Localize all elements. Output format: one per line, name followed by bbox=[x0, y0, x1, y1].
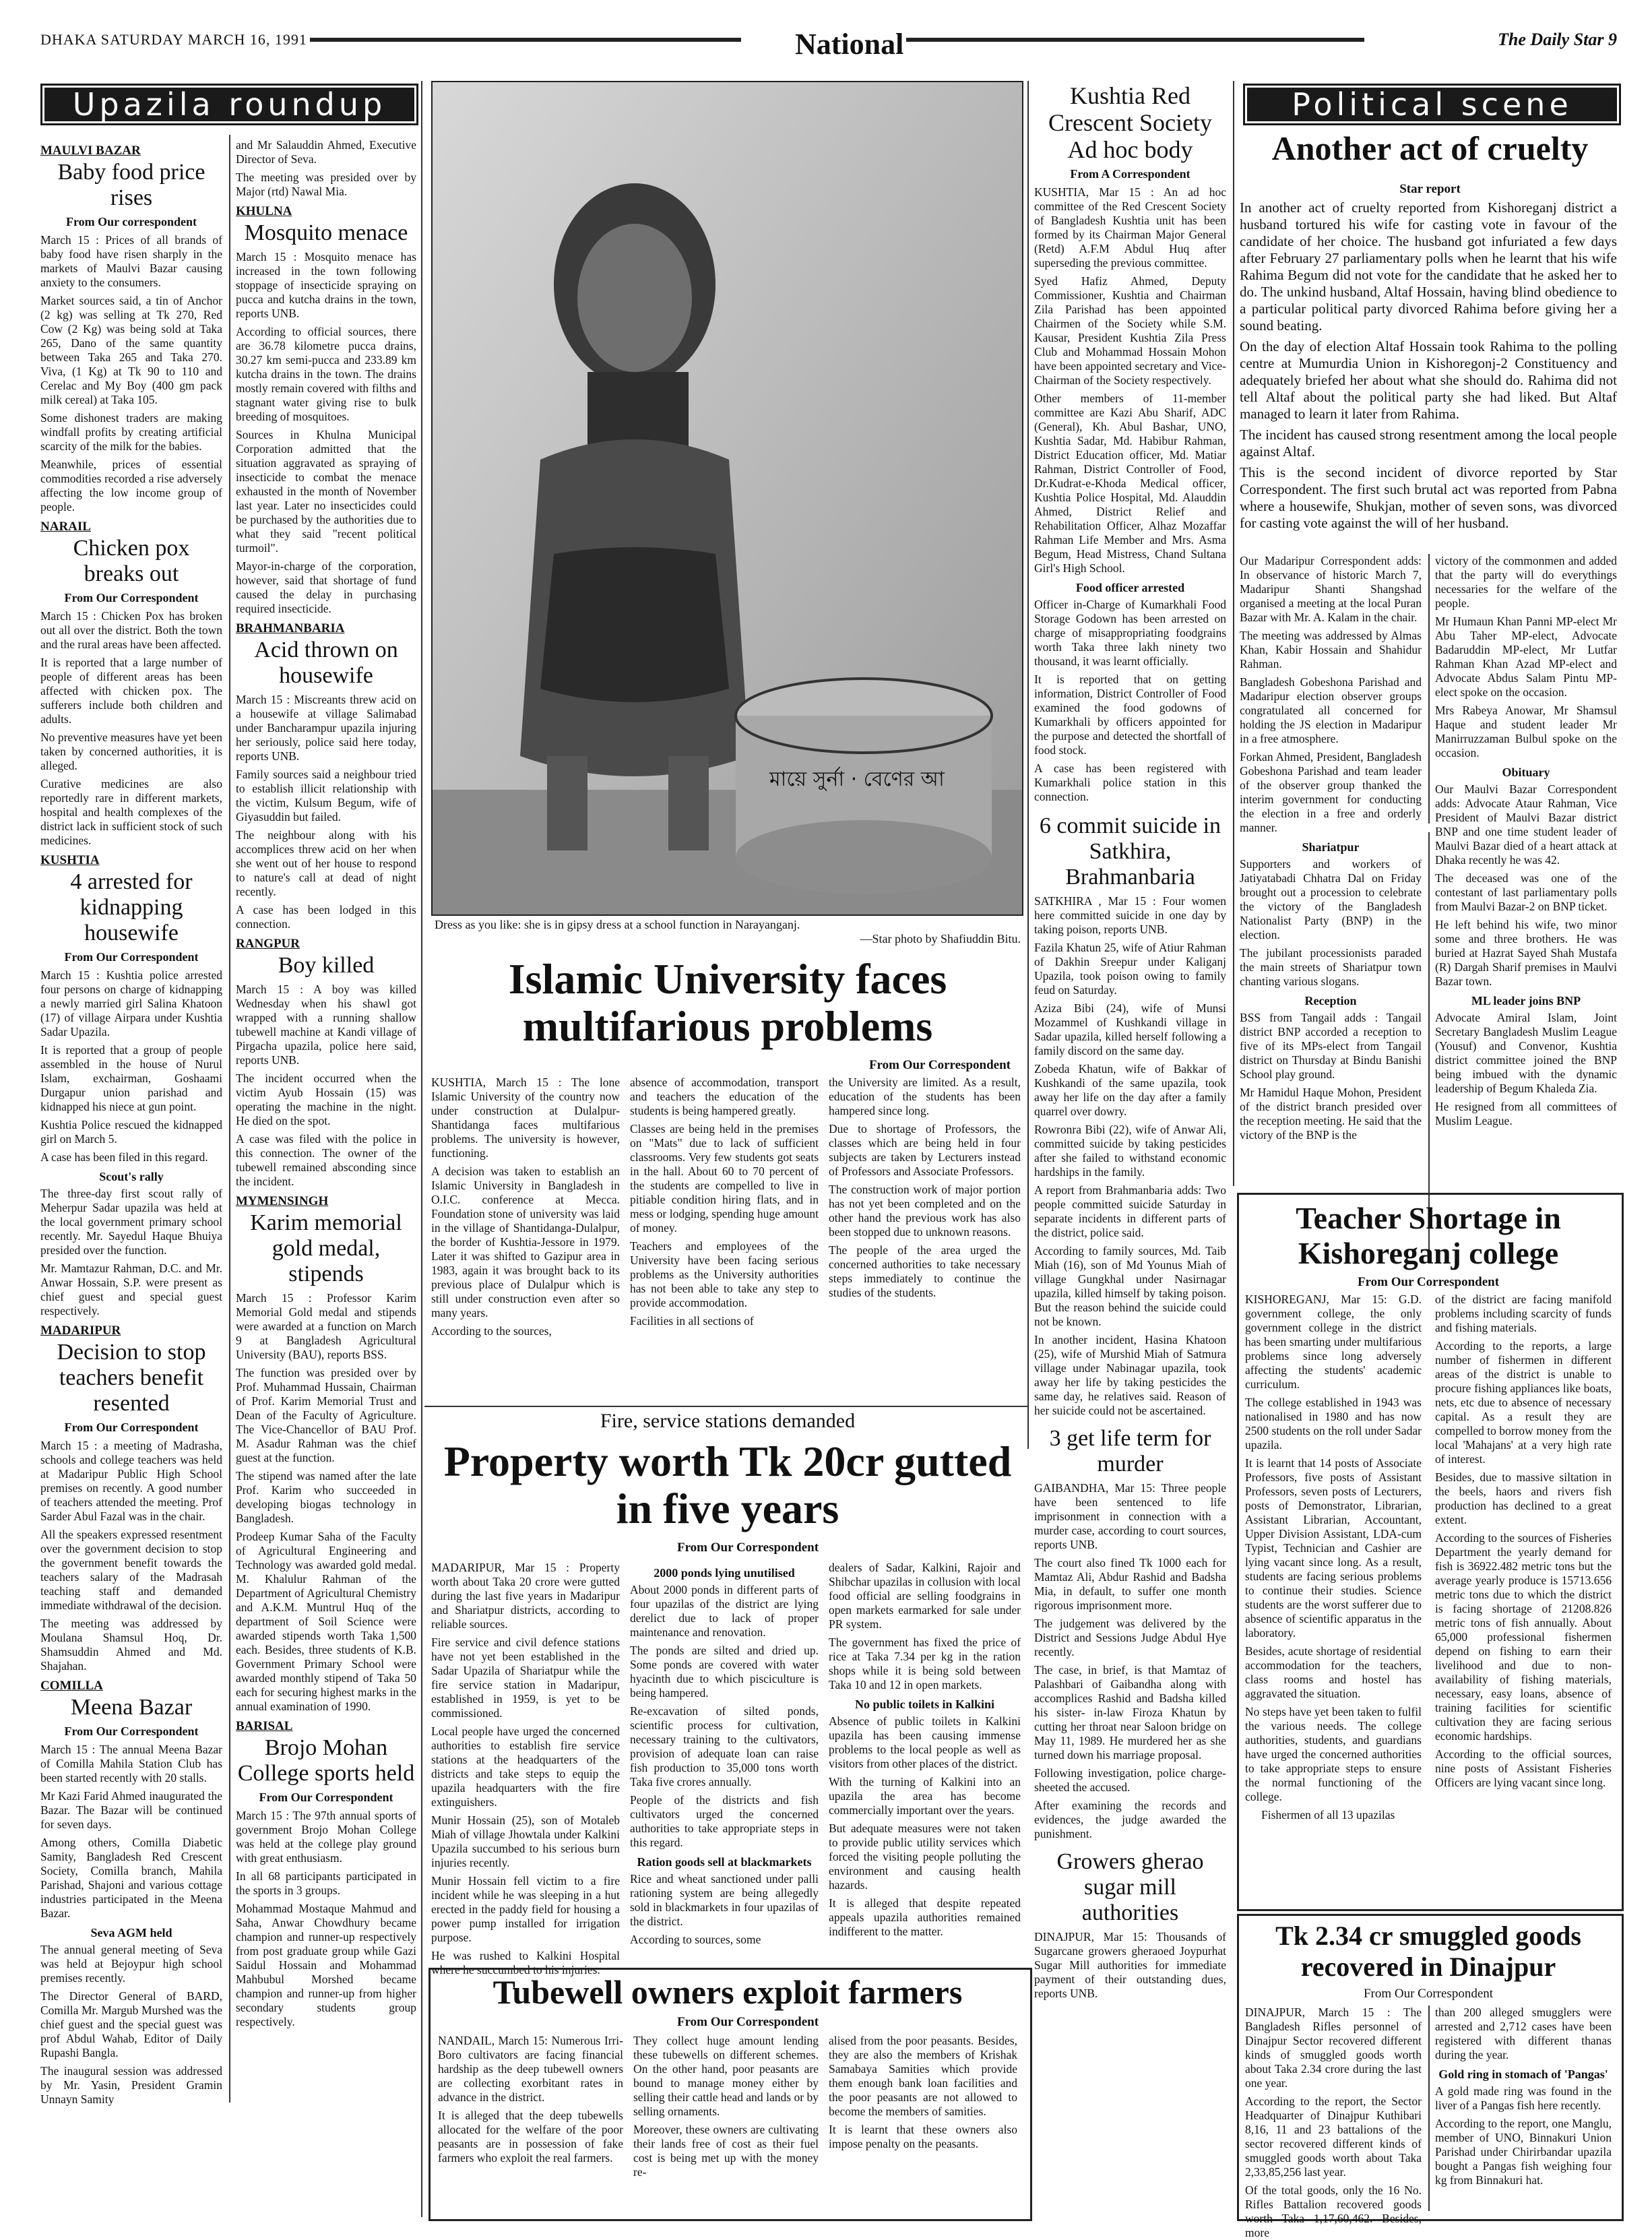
paragraph: alised from the poor peasants. Besides, they are also the members of Krishak Samabaya Samities which provide them enough bank loan facilities and the poor peasants are not allowed to become the members of samities. bbox=[829, 2034, 1017, 2118]
paragraph: Re-excavation of silted ponds, scientific process for cultivation, necessary training to the cultivators, provision of adequate loan can raise fish production to 35,000 tons worth Taka five crores annually. bbox=[630, 1704, 819, 1788]
political-col-1: Our Madaripur Correspondent adds: In observance of historic March 7, Madaripur Shanti Shangshad organised a meeting at the local Puran Bazar with Mr. A. Kalam in the chair. The meeting was addressed by Almas Khan, Kabir Hossain and Shahidur Rahman. Bangladesh Gobeshona Parishad and Madaripur election observer groups congratulated all concerned for holding the JS election in Madaripur in a free atmosphere. Forkan Ahmed, President, Bangladesh Gobeshona Parishad and team leader of the observer group thanked the interim government for conducting the election in a free and orderly manner. Shariatpur Supporters and workers of Jatiyatabadi Chhatra Dal on Friday brought out a procession to celebrate the victory of the Bangladesh Nationalist Party (BNP) in the election. The jubilant processionists paraded the main streets of Shariatpur town chanting various slogans. Reception BSS from Tangail adds : Tangail district BNP accorded a reception to five of its MPs-elect from Tangail district on Thursday at Bindu Banishi School play ground. Mr Hamidul Haque Mohon, President of the district branch presided over the reception meeting. He said that the victory of the BNP is the bbox=[1240, 554, 1422, 1142]
paragraph: MADARIPUR, Mar 15 : Property worth about Taka 20 crore were gutted during the last five years in Madaripur and Shariatpur districts, according to reliable sources. bbox=[431, 1561, 620, 1631]
paragraph: Prodeep Kumar Saha of the Faculty of Agricultural Engineering and Technology was awarded gold medal. M. Khalulur Rahman of the Department of Agricultural Chemistry and A.K.M. Muntrul Huq of the department of Soil Science were awarded stipends worth Taka 1,500 each. Besides, three students of K.B. Government Primary School were awarded monthly stipend of Taka 50 each for securing highest marks in the annual examination of 1990. bbox=[236, 1530, 416, 1713]
drum-sign: মায়ে সুর্না · বেণের আ bbox=[769, 768, 945, 791]
paragraph: The people of the area urged the concerned authorities to take necessary steps immediately to continue the studies of the students. bbox=[829, 1243, 1021, 1299]
paragraph: Among others, Comilla Diabetic Samity, Bangladesh Red Crescent Society, Comilla branch, Mahila Parishad, Shajoni and various cottage industries participated in the Meena Bazar. bbox=[40, 1836, 222, 1920]
political-lead bbox=[1240, 199, 1617, 550]
paragraph: According to the sources, bbox=[431, 1324, 552, 1338]
story-life-term: 3 get life term for murder GAIBANDHA, Mar 15: Three people have been sentenced to life imprisonment in connection with a murder case, according to court sources, reports UNB. The court also fined Tk 1000 each for Mamtaz Ali, Abdur Rashid and Badsha Mia, in default, to suffer one month rigorous imprisonment more. The judgement was delivered by the District and Sessions Judge Abdul Hye recently. The case, in brief, is that Mamtaz of Palashbari of Gaibandha along with accomplices Rashid and Badsha killed his sister- in-law Firoza Khatun by cutting her throat near Saloon bridge on May 11, 1989. He murdered her as she turned down his marriage proposal. Following investigation, police charge-sheeted the accused. After examining the records and evidences, the judge awarded the punishment. bbox=[1034, 1426, 1226, 1840]
paragraph: A decision was taken to establish an Islamic University in Bangladesh in O.I.C. conference at Mecca. Foundation stone of university was laid in the village of Shantidanga-Dulalpur, the border of Kushtia-Jessore in 1979. Later it was shifted to Gazipur area in 1983, again it was brought back to its previous place of Dulalpur which is still under construction even after so many years. bbox=[431, 1164, 620, 1319]
paragraph: Bangladesh Gobeshona Parishad and Madaripur election observer groups congratulated all concerned for holding the JS election in Madaripur in a free atmosphere. bbox=[1240, 675, 1422, 745]
upazila-roundup-band: Upazila roundup bbox=[40, 84, 418, 125]
paragraph: A report from Brahmanbaria adds: Two people committed suicide Saturday in separate incidents in different parts of the district, police said. bbox=[1034, 1183, 1226, 1239]
masthead bbox=[40, 27, 1617, 61]
paragraph: Forkan Ahmed, President, Bangladesh Gobeshona Parishad and team leader of the observer group thanked the interim government for conducting the election in a free and orderly manner. bbox=[1240, 750, 1422, 834]
political-byline: Star report bbox=[1399, 182, 1461, 196]
upazila-col-2 bbox=[236, 138, 416, 2220]
paragraph: KUSHTIA, Mar 15 : An ad hoc committee of the Red Crescent Society of Bangladesh Kushtia unit has been formed by its Chairman Major General (Retd) A.F.M Abdul Huq after superseding the previous committee. bbox=[1034, 185, 1226, 270]
paragraph: Of the total goods, only the 16 No. Rifles Battalion recovered goods worth Taka 1,17,60,462. Besides, more bbox=[1245, 2183, 1422, 2239]
story-narail: NARAIL Chicken pox breaks out From Our Correspondent March 15 : Chicken Pox has broken out all over the district. Both the town and the rural areas have been affected. It is reported that a large number of people of different areas has been affected with chicken pox. The sufferers include both children and adults. No preventive measures have yet been taken by concerned authorities, it is alleged. Curative medicines are also reportedly rare in different markets, hospital and health complexes of the district lack in sufficient stock of such medicines. bbox=[40, 520, 222, 847]
paragraph: The case, in brief, is that Mamtaz of Palashbari of Gaibandha along with accomplices Rashid and Badsha killed his sister- in-law Firoza Khatun by cutting her throat near Saloon bridge on May 11, 1989. He murdered her as she turned down his marriage proposal. bbox=[1034, 1663, 1226, 1762]
paragraph: dealers of Sadar, Kalkini, Rajoir and Shibchar upazilas in collusion with local food official are selling foodgrains in open markets earmarked for sale under PR system. bbox=[829, 1561, 1021, 1631]
smuggled-headline: Tk 2.34 cr smuggled goods recovered in Dinajpur bbox=[1275, 1921, 1581, 1982]
paragraph: The three-day first scout rally of Meherpur Sadar upazila was held at the local government primary school recently. Mr. Sayedul Haque Bhuiya presided over the function. bbox=[40, 1187, 222, 1257]
paragraph: Besides, due to massive siltation in the beels, haors and rivers fish production has declined to a great extent. bbox=[1435, 1470, 1612, 1526]
paragraph: Mr. Mamtazur Rahman, D.C. and Mr. Anwar Hossain, S.P. were present as chief guest and special guest respectively. bbox=[40, 1262, 222, 1317]
political-headline: Another act of cruelty bbox=[1271, 129, 1589, 167]
tubewell-headline: Tubewell owners exploit farmers bbox=[493, 1973, 963, 2011]
smuggled-byline: From Our Correspondent bbox=[1363, 1987, 1494, 2001]
paragraph: The annual general meeting of Seva was held at Bejoypur high school premises recently. bbox=[40, 1943, 222, 1985]
story-barisal: BARISAL Brojo Mohan College sports held From Our Correspondent March 15 : The 97th annual sports of government Brojo Mohan College was held at the college play ground with great enthusiasm. In all 68 participants participated in the sports in 3 groups. Mohammad Mostaque Mahmud and Saha, Anwar Chowdhury became champion and runner-up respectively from post graduate group while Gazi Saidul Hossain and Mohammad Mahbubul Morshed became champion and runner-up from higher secondary students group respectively. bbox=[236, 1719, 416, 2028]
paragraph: Mrs Rabeya Anowar, Mr Shamsul Haque and student leader Mr Manirruzzaman Bulbul spoke on the occasion. bbox=[1435, 704, 1617, 759]
paragraph: The function was presided over by Prof. Muhammad Hussain, Chairman of Prof. Karim Memorial Trust and Dean of the Faculty of Agriculture. The Vice-Chancellor of BAU Prof. M. Asadur Rahman was the chief guest at the function. bbox=[236, 1366, 416, 1464]
paragraph: It is reported that on getting information, District Controller of Food examined the food godowns of Kumarkhali by officers appointed for the purpose and detected the shortfall of food stock. bbox=[1034, 673, 1226, 757]
smuggled-col-1 bbox=[1245, 2005, 1422, 2239]
paragraph: March 15 : Mosquito menace has increased in the town following stoppage of insecticide spraying on pucca and kutcha drains in the town, reports UNB. bbox=[236, 250, 416, 320]
paragraph: The college established in 1943 was nationalised in 1980 and has now 2500 students on the roll under Sadar upazila. bbox=[1245, 1396, 1422, 1452]
paragraph: The neighbour along with his accomplices threw acid on her when she went out of her house to respond to nature's call at dead of night recently. bbox=[236, 828, 416, 898]
story-red-crescent: Kushtia Red Crescent Society Ad hoc body From A Correspondent KUSHTIA, Mar 15 : An ad hoc committee of the Red Crescent Society of Bangladesh Kushtia unit has been formed by its Chairman Major General (Retd) A.F.M Abdul Huq after superseding the previous committee. Syed Hafiz Ahmed, Deputy Commissioner, Kushtia and Chairman Zila Parishad has been appointed Chairmen of the Society while S.M. Kausar, President Kushtia Zila Press Club and Mohammad Hossain Mohon have been appointed secretary and Vice-Chairman of the Society respectively. Other members of 11-member committee are Kazi Abu Sharif, ADC (General), Kh. Abul Bashar, UNO, Kushtia Sadar, Md. Habibur Rahman, District Education officer, Md. Matiar Rahman, District Controller of Food, Dr.Kudrat-e-Khoda Medical officer, Kushtia Police Hospital, Md. Alauddin Ahmed, District Relief and Rehabilitation Officer, Alhaz Mozaffar Rahman Life Member and Mrs. Asma Begum, Head Mistress, Chand Sultana Girl's High School. Food officer arrested Officer in-Charge of Kumarkhali Food Storage Godown has been arrested on charge of misappropriating foodgrains worth Taka three lakh ninety two thousand, it was learnt officially. It is reported that on getting information, District Controller of Food examined the food godowns of Kumarkhali by officers appointed for the purpose and detected the shortfall of food stock. A case has been registered with Kumarkhali police station in this connection. bbox=[1034, 82, 1226, 803]
paragraph: DINAJPUR, March 15 : The Bangladesh Rifles personnel of Dinajpur Sector recovered different kinds of smuggled goods worth about Taka 2.34 crore during the last one year. bbox=[1245, 2005, 1422, 2090]
story-maulvibazar: MAULVI BAZAR Baby food price rises From Our correspondent March 15 : Prices of all brands of baby food have risen sharply in the markets of Maulvi Bazar causing anxiety to the consumers. Market sources said, a tin of Anchor (2 kg) was selling at Tk 270, Red Cow (2 Kg) was being sold at Taka 265, Dano of the same quantity between Taka 265 and Taka 270. Viva, (1 Kg) at Tk 90 to 110 and Cerelac and My Boy (400 gm pack milk cereal) at Taka 105. Some dishonest traders are making windfall profits by creating artificial scarcity of the milk for the babies. Meanwhile, prices of essential commodities recorded a rise adversely affecting the low income group of people. bbox=[40, 144, 222, 514]
story-suicide: 6 commit suicide in Satkhira, Brahmanbaria SATKHIRA , Mar 15 : Four women here committed suicide in one day by taking poison, reports UNB. Fazila Khatun 25, wife of Atiur Rahman of Dakhin Sreepur under Kaliganj Upazila, took poison owing to family feud on Saturday. Aziza Bibi (24), wife of Munsi Mozammel of Kushkandi village in Sadar upazila, killed herself following a family discord on the same day. Zobeda Khatun, wife of Bakkar of Kushkandi of the same upazila, took away her life on the day after a family quarrel over dowry. Rowronra Bibi (22), wife of Anwar Ali, committed suicide by taking pesticides after she failed to withstand economic hardships in the family. A report from Brahmanbaria adds: Two people committed suicide Saturday in separate incidents in different parts of the district, police said. According to family sources, Md. Taib Miah (16), son of Md Younus Miah of village Gungkhal under Nasirnagar upazila, killed himself by taking poison. But the reason behind the suicide could not be known. In another incident, Hasina Khatoon (25), wife of Murshid Miah of Satmura village under Nabinagar upazila, took away her life by taking pesticides the same day, he relatives said. Reason of her suicide could not be ascertained. bbox=[1034, 813, 1226, 1417]
paragraph: Family sources said a neighbour tried to establish illicit relationship with the victim, Kulsum Begum, wife of Giyasuddin but failed. bbox=[236, 768, 416, 823]
paragraph: GAIBANDHA, Mar 15: Three people have been sentenced to life imprisonment in connection with a murder case, according to court sources, reports UNB. bbox=[1034, 1481, 1226, 1551]
paragraph: The construction work of major portion has not yet been completed and on the other hand the previous work has also been stopped due to unknown reasons. bbox=[829, 1183, 1021, 1239]
paragraph: Fishermen of all 13 upazilas bbox=[1261, 1808, 1395, 1822]
story-mymensingh: MYMENSINGH Karim memorial gold medal, stipends March 15 : Professor Karim Memorial Gold medal and stipends were awarded at a function on March 9 at Bangladesh Agricultural University (BAU), reports BSS. The function was presided over by Prof. Muhammad Hussain, Chairman of Prof. Karim Memorial Trust and Dean of the Faculty of Agriculture. The Vice-Chancellor of BAU Prof. M. Asadur Rahman was the chief guest at the function. The stipend was named after the late Prof. Karim who succeeded in developing biogas technology in Bangladesh. Prodeep Kumar Saha of the Faculty of Agricultural Engineering and Technology was awarded gold medal. M. Khalulur Rahman of the Department of Agricultural Chemistry and A.K.M. Muntrul Huq of the department of Soil Science were awarded stipends worth Taka 1,500 each. Besides, three students of K.B. Government Primary School were awarded monthly stipend of Taka 50 each for securing highest marks in the annual examination of 1990. bbox=[236, 1194, 416, 1713]
paragraph: But adequate measures were not taken to provide public utility services which forced the visiting people polluting the environment and causing health hazards. bbox=[829, 1822, 1021, 1892]
political-col-2: victory of the commonmen and added that the party will do everythings necessaries for the welfare of the people. Mr Humaun Khan Panni MP-elect Mr Abu Taher MP-elect, Advocate Badaruddin MP-elect, Mr Lutfar Rahman Khan Azad MP-elect and Advocate Abdus Salam Pintu MP-elect spoke on the occasion. Mrs Rabeya Anowar, Mr Shamsul Haque and student leader Mr Manirruzzaman Bulbul spoke on the occasion. Obituary Our Maulvi Bazar Correspondent adds: Advocate Ataur Rahman, Vice President of Maulvi Bazar district BNP and one time student leader of Maulvi Bazar died of a heart attack at Dhaka recently he was 42. The deceased was one of the contestant of last parliamentary polls from Maulvi Bazar-2 on BNP ticket. He left behind his wife, two minor some and three brothers. He was buried at Hazrat Sayed Shah Mustafa (R) Dargah Sharif premises in Maulvi Bazar town. ML leader joins BNP Advocate Amiral Islam, Joint Secretary Bangladesh Muslim League (Yousuf) and Convenor, Kushtia district committee joined the BNP being imbued with the dynamic leadership of Begum Khaleda Zia. He resigned from all committees of Muslim League. bbox=[1435, 554, 1617, 1127]
paper-name: The Daily Star 9 bbox=[1498, 30, 1617, 49]
divider bbox=[421, 81, 422, 2217]
paragraph: The meeting was presided over by Major (rtd) Nawal Mia. bbox=[236, 170, 416, 198]
paragraph: Fire service and civil defence stations have not yet been established in the Sadar Upazila of Shariatpur while the fire service station in Madaripur, established in 1959, is yet to be commissioned. bbox=[431, 1636, 620, 1720]
paragraph: March 15 : Chicken Pox has broken out all over the district. Both the town and the rural areas have been affected. bbox=[40, 609, 222, 651]
paragraph: This is the second incident of divorce reported by Star Correspondent. The first such brutal act was reported from Pabna where a housewife, Shukjan, mother of seven sons, was divorced for casting vote against the will of her husband. bbox=[1240, 464, 1617, 531]
paragraph: He resigned from all committees of Muslim League. bbox=[1435, 1100, 1617, 1127]
property-col-1 bbox=[431, 1561, 620, 1977]
teacher-headline: Teacher Shortage in Kishoreganj college bbox=[1296, 1201, 1561, 1270]
paragraph: According to the reports, a large number of fishermen in different areas of the district is unable to procure fishing appliances like boats, nets, etc due to absence of necessary capital. As a result they are compelled to borrow money from the local 'Mahajans' at a very high rate of interest. bbox=[1435, 1339, 1612, 1466]
paragraph: According to the report, one Manglu, member of UNO, Binnakuri Union Parishad under Chirirbandar upazila bought a Pangas fish weighing four kg from Binnakuri hat. bbox=[1435, 2117, 1612, 2187]
story-rangpur: RANGPUR Boy killed March 15 : A boy was killed Wednesday when his shawl got wrapped with a running shallow tubewell machine at Kandi village of Pirgacha upazila, police here said, reports UNB. The incident occurred when the victim Ayub Hossain (15) was operating the machine in the night. He died on the spot. A case was filed with the police in this connection. The owner of the tubewell remained absconding since the incident. bbox=[236, 937, 416, 1188]
paragraph: Kushtia Police rescued the kidnapped girl on March 5. bbox=[40, 1118, 222, 1146]
paragraph: In all 68 participants participated in the sports in 3 groups. bbox=[236, 1869, 416, 1897]
paragraph: They collect huge amount lending these tubewells on different schemes. On the other hand, poor peasants are bound to manage money either by selling their cattle head and lands or by selling ornaments. bbox=[633, 2034, 819, 2118]
story-khulna: KHULNA Mosquito menace March 15 : Mosquito menace has increased in the town following stoppage of insecticide spraying on pucca and kutcha drains in the town, reports UNB. According to official sources, there are 36.78 kilometre pucca drains, 30.27 km semi-pucca and 233.89 km kutcha drains in the town. The drains mostly remain covered with filths and stagnant water giving rise to bulk breeding of mosquitoes. Sources in Khulna Municipal Corporation admitted that the situation aggravated as spraying of insecticide to combat the menace exhausted in the month of November last year. Later no insecticides could be purchased by the authorities due to what they said "recent political turmoil". Mayor-in-charge of the corporation, however, said that shortage of fund caused the delay in purchasing required insecticide. bbox=[236, 204, 416, 615]
islamic-university-byline: From Our Correspondent bbox=[868, 1058, 1011, 1072]
paragraph: Curative medicines are also reportedly rare in different markets, hospital and health complexes of the district lack in sufficient stock of such medicines. bbox=[40, 777, 222, 847]
right-news-column bbox=[1034, 81, 1226, 2220]
tubewell-col-2 bbox=[633, 2034, 819, 2212]
paragraph: Due to shortage of Professors, the classes which are being held in four subjects are taken by Lecturers instead of Professors and Associate Professors. bbox=[829, 1122, 1021, 1178]
property-col-2: 2000 ponds lying unutilised About 2000 ponds in different parts of four upazilas of the district are lying derelict due to lack of proper maintenance and renovation. The ponds are silted and dried up. Some ponds are covered with water hyacinth due to which pisciculture is being hampered. Re-excavation of silted ponds, scientific process for cultivation, necessary training to the cultivators, provision of adequate loan can raise fish production to 35,000 tons worth Taka five crores annually. People of the districts and fish cultivators urged the concerned authorities to take appropriate steps in this regard. Ration goods sell at blackmarkets Rice and wheat sanctioned under palli rationing system are being allegedly sold in blackmarkets in four upazilas of the district. According to sources, some bbox=[630, 1566, 819, 1946]
paragraph: Munir Hossain (25), son of Motaleb Miah of village Jhowtala under Kalkini Upazila succumbed to his serious burn injuries recently. bbox=[431, 1813, 620, 1869]
divider bbox=[1428, 832, 1430, 1250]
paragraph: Munir Hossain fell victim to a fire incident while he was sleeping in a hut erected in the paddy field for housing a power pump installed for irrigation purpose. bbox=[431, 1874, 620, 1944]
divider bbox=[1428, 2005, 1430, 2211]
paragraph: the University are limited. As a result, education of the students has been hampered since long. bbox=[829, 1076, 1021, 1117]
islamic-col-1 bbox=[431, 1076, 620, 1399]
paragraph: Mayor-in-charge of the corporation, however, said that shortage of fund caused the delay in purchasing required insecticide. bbox=[236, 559, 416, 615]
paragraph: The jubilant processionists paraded the main streets of Shariatpur town chanting various slogans. bbox=[1240, 946, 1422, 988]
paragraph: Rowronra Bibi (22), wife of Anwar Ali, committed suicide by taking pesticides after she failed to withstand economic hardships in the family. bbox=[1034, 1123, 1226, 1179]
paragraph: A case has been filed in this regard. bbox=[40, 1150, 208, 1164]
paragraph: than 200 alleged smugglers were arrested and 2,712 cases have been registered with different thanas during the year. bbox=[1435, 2005, 1612, 2061]
paragraph: Moreover, these owners are cultivating their lands free of cost as their fuel cost is being met up with the money re- bbox=[633, 2123, 819, 2179]
paragraph: Syed Hafiz Ahmed, Deputy Commissioner, Kushtia and Chairman Zila Parishad has been appointed Chairmen of the Society while S.M. Kausar, President Kushtia Zila Press Club and Mohammad Hossain Mohon have been appointed secretary and Vice-Chairman of the Society respectively. bbox=[1034, 274, 1226, 387]
islamic-col-2 bbox=[630, 1076, 819, 1399]
paragraph: According to official sources, there are 36.78 kilometre pucca drains, 30.27 km semi-pucca and 233.89 km kutcha drains in the town. The drains mostly remain covered with filths and stagnant water giving rise to bulk breeding of mosquitoes. bbox=[236, 325, 416, 423]
photo-caption: Dress as you like: she is in gipsy dress at a school function in Narayanganj. —Star photo by Shafiuddin Bitu. bbox=[435, 918, 1021, 945]
paragraph: Meanwhile, prices of essential commodities recorded a rise adversely affecting the low income group of people. bbox=[40, 458, 222, 514]
paragraph: It is reported that a large number of people of different areas has been affected with chicken pox. The sufferers include both children and adults. bbox=[40, 656, 222, 726]
paragraph: All the speakers expressed resentment over the government decision to stop the government benefit towards the teachers salary of the Madrasah teaching staff and demanded immediate withdrawal of the decision. bbox=[40, 1528, 222, 1612]
paragraph: Market sources said, a tin of Anchor (2 kg) was selling at Tk 270, Red Cow (2 Kg) was being sold at Taka 265, Dano of the same quantity between Taka 265 and Taka 270. Viva, (1 Kg) at Tk 90 to 110 and Cerelac and My Boy (400 gm pack milk cereal) at Taka 105. bbox=[40, 294, 222, 406]
paragraph: No steps have yet been taken to fulfil the various needs. The college authorities, students, and guardians have urged the concerned authorities to take appropriate steps to ensure the normal functioning of the college. bbox=[1245, 1705, 1422, 1803]
paragraph: According to the sources of Fisheries Department the yearly demand for fish is 36922.482 metric tons but the average yearly produce is 15713.656 metric tons due to which the district is facing shortage of 21208.826 metric tons of fish annually. About 65,000 professional fishermen depend on fishing to earn their livelihood and due to non-availability of fishing materials, necessary, easy loans, absence of training facilities for scientific cultivation they are facing serious economic hardships. bbox=[1435, 1531, 1612, 1743]
paragraph: Mr Humaun Khan Panni MP-elect Mr Abu Taher MP-elect, Advocate Badaruddin MP-elect, Mr Lutfar Rahman Khan Azad MP-elect and Advocate Abdus Salam Pintu MP-elect spoke on the occasion. bbox=[1435, 615, 1617, 699]
paragraph: SATKHIRA , Mar 15 : Four women here committed suicide in one day by taking poison, reports UNB. bbox=[1034, 894, 1226, 936]
paragraph: According to family sources, Md. Taib Miah (16), son of Md Younus Miah of village Gungkhal under Nasirnagar upazila, killed himself by taking poison. But the reason behind the suicide could not be known. bbox=[1034, 1244, 1226, 1328]
upazila-col-1 bbox=[40, 138, 222, 2220]
paragraph: NANDAIL, March 15: Numerous Irri-Boro cultivators are facing financial hardship as the deep tubewell owners are collecting exorbitant rates in advance in the district. bbox=[438, 2034, 623, 2104]
paragraph: Our Maulvi Bazar Correspondent adds: Advocate Ataur Rahman, Vice President of Maulvi Bazar district BNP and one time student leader of Maulvi Bazar died of a heart attack at Dhaka recently he was 42. bbox=[1435, 782, 1617, 867]
paragraph: People of the districts and fish cultivators urged the concerned authorities to take appropriate steps in this regard. bbox=[630, 1793, 819, 1849]
paragraph: March 15 : Professor Karim Memorial Gold medal and stipends were awarded at a function on March 9 at Bangladesh Agricultural University (BAU), reports BSS. bbox=[236, 1291, 416, 1361]
paragraph: Sources in Khulna Municipal Corporation admitted that the situation aggravated as spraying of insecticide to combat the menace exhausted in the month of November last year. Later no insecticides could be purchased by the authorities due to what they said "recent political turmoil". bbox=[236, 428, 416, 555]
story-brahmanbaria: BRAHMANBARIA Acid thrown on housewife March 15 : Miscreants threw acid on a housewife at village Salimabad under Bancharampur upazila injuring her seriously, police said here today, reports UNB. Family sources said a neighbour tried to establish illicit relationship with the victim, Kulsum Begum, wife of Giyasuddin but failed. The neighbour along with his accomplices threw acid on her when she went out of her house to respond to nature's call at dead of night recently. A case has been lodged in this connection. bbox=[236, 621, 416, 931]
paragraph: The ponds are silted and dried up. Some ponds are covered with water hyacinth due to which pisciculture is being hampered. bbox=[630, 1644, 819, 1700]
paragraph: March 15 : The annual Meena Bazar of Comilla Mahila Station Club has been started recently with 20 stalls. bbox=[40, 1743, 222, 1784]
paragraph: KUSHTIA, March 15 : The lone Islamic University of the country now under construction at Dulalpur-Shantidanga faces multifarious problems. The university is however, functioning. bbox=[431, 1076, 620, 1160]
teacher-col-1 bbox=[1245, 1293, 1422, 1902]
paragraph: The meeting was addressed by Moulana Shamsul Hoq, Dr. Shamsuddin Ahmed and Md. Shajahan. bbox=[40, 1617, 222, 1673]
paragraph: The inaugural session was addressed by Mr. Yasin, President Gramin Unnayn Samity bbox=[40, 2064, 222, 2106]
paragraph: Teachers and employees of the University have been facing serious problems as the University authorities has not been able to take any step to provide accommodation. bbox=[630, 1239, 819, 1309]
paragraph: Rice and wheat sanctioned under palli rationing system are being allegedly sold in blackmarkets in four upazilas of the district. bbox=[630, 1872, 819, 1928]
islamic-col-3 bbox=[829, 1076, 1021, 1399]
paragraph: No preventive measures have yet been taken by concerned authorities, it is alleged. bbox=[40, 730, 222, 772]
paragraph: Mohammad Mostaque Mahmud and Saha, Anwar Chowdhury became champion and runner-up respectively from post graduate group while Gazi Saidul Hossain and Mohammad Mahbubul Morshed became champion and runner-up from higher secondary students group respectively. bbox=[236, 1902, 416, 2028]
masthead-rule-left bbox=[310, 38, 741, 42]
paragraph: A case was filed with the police in this connection. The owner of the tubewell remained absconding since the incident. bbox=[236, 1132, 416, 1188]
paragraph: The deceased was one of the contestant of last parliamentary polls from Maulvi Bazar-2 on BNP ticket. bbox=[1435, 871, 1617, 913]
smuggled-col-2: than 200 alleged smugglers were arrested and 2,712 cases have been registered with different thanas during the year. Gold ring in stomach of 'Pangas' A gold made ring was found in the liver of a Pangas fish here recently. According to the report, one Manglu, member of UNO, Binnakuri Union Parishad under Chirirbandar upazila bought a Pangas fish weighing four kg from Binnakuri hat. bbox=[1435, 2005, 1612, 2187]
tubewell-byline: From Our Correspondent bbox=[676, 2015, 819, 2029]
paragraph: March 15 : Kushtia police arrested four persons on charge of kidnapping a newly married girl Salina Khatoon (17) of village Airpara under Kushtia Sadar Upazila. bbox=[40, 968, 222, 1038]
property-kicker: Fire, service stations demanded bbox=[600, 1410, 856, 1432]
divider bbox=[1428, 554, 1430, 823]
property-headline: Property worth Tk 20cr gutted in five years bbox=[443, 1437, 1012, 1532]
tubewell-col-3 bbox=[829, 2034, 1017, 2212]
paragraph: March 15 : The 97th annual sports of government Brojo Mohan College was held at the college play ground with great enthusiasm. bbox=[236, 1809, 416, 1865]
political-scene-band: Political scene bbox=[1243, 84, 1621, 125]
paragraph: The meeting was addressed by Almas Khan, Kabir Hossain and Shahidur Rahman. bbox=[1240, 629, 1422, 671]
paragraph: Aziza Bibi (24), wife of Munsi Mozammel of Kushkandi village in Sadar upazila, killed herself following a family discord on the same day. bbox=[1034, 1001, 1226, 1057]
paragraph: Mr Kazi Farid Ahmed inaugurated the Bazar. The Bazar will be continued for seven days. bbox=[40, 1789, 222, 1831]
paragraph: According to sources, some bbox=[630, 1933, 761, 1946]
paragraph: The court also fined Tk 1000 each for Mamtaz Ali, Abdur Rashid and Badsha Mia, in default, to suffer one month rigorous imprisonment more. bbox=[1034, 1556, 1226, 1612]
paragraph: Following investigation, police charge-sheeted the accused. bbox=[1034, 1766, 1226, 1794]
paragraph: In another incident, Hasina Khatoon (25), wife of Murshid Miah of Satmura village under Nabinagar upazila, took away her life by taking pesticides the same day, he relatives said. Reason of her suicide could not be ascertained. bbox=[1034, 1333, 1226, 1417]
paragraph: In another act of cruelty reported from Kishoreganj district a husband tortured his wife for casting vote in favour of the candidate of her choice. The husband got infuriated a few days after February 27 parliamentary polls when he learnt that his wife Rahima Begum did not vote for the candidate that he asked her to do. The unkind husband, Altaf Hossain, having blind obedience to a particular political party divorced Rahima before giving her a sound beating. bbox=[1240, 199, 1617, 334]
story-madaripur: MADARIPUR Decision to stop teachers benefit resented From Our Correspondent March 15 : a meeting of Madrasha, schools and college teachers was held at Madaripur Public High School premises on recently. A good number of teachers attended the meeting. Prof Sarder Abul Fazal was in the chair. All the speakers expressed resentment over the government decision to stop the government benefit towards the teachers salary of the Madrasah teaching staff and demanded immediate withdrawal of the decision. The meeting was addressed by Moulana Shamsul Hoq, Dr. Shamsuddin Ahmed and Md. Shajahan. bbox=[40, 1324, 222, 1673]
story-gherao: Growers gherao sugar mill authorities DINAJPUR, Mar 15: Thousands of Sugarcane growers gheraoed Joypurhat Sugar Mill authorities for immediate payment of their outstanding dues, reports UNB. bbox=[1034, 1849, 1226, 2000]
paragraph: Some dishonest traders are making windfall profits by creating artificial scarcity of the milk for the babies. bbox=[40, 411, 222, 453]
paragraph: Local people have urged the concerned authorities to establish fire service stations at the headquarters of the districts and take steps to equip the upazila headquarters with the fire extinguishers. bbox=[431, 1724, 620, 1809]
teacher-col-2 bbox=[1435, 1293, 1612, 1902]
paragraph: Besides, acute shortage of residential accommodation for the teachers, class rooms and hostel has aggravated the situation. bbox=[1245, 1644, 1422, 1700]
paragraph: March 15 : Miscreants threw acid on a housewife at village Salimabad under Bancharampur upazila injuring her seriously, police said here today, reports UNB. bbox=[236, 693, 416, 763]
paragraph: Zobeda Khatun, wife of Bakkar of Kushkandi of the same upazila, took away her life on the day after a family quarrel over dowry. bbox=[1034, 1062, 1226, 1118]
paragraph: It is learnt that 14 posts of Associate Professors, five posts of Assistant Professors, seven posts of Lecturers, posts of Demonstrator, Librarian, Assistant Librarian, Accountant, Upper Division Assistant, LDA-cum Typist, Technician and Cashier are lying vacant since long. As a result, students are facing serious problems to continue their studies. Science students are the worst sufferer due to absence of scientific apparatus in the laboratory. bbox=[1245, 1456, 1422, 1640]
paragraph: March 15 : Prices of all brands of baby food have risen sharply in the markets of Maulvi Bazar causing anxiety to the consumers. bbox=[40, 233, 222, 289]
tubewell-col-1 bbox=[438, 2034, 623, 2212]
paragraph: Facilities in all sections of bbox=[630, 1314, 754, 1328]
paragraph: March 15 : a meeting of Madrasha, schools and college teachers was held at Madaripur Public High School premises on recently. A good number of teachers attended the meeting. Prof Sarder Abul Fazal was in the chair. bbox=[40, 1439, 222, 1523]
paragraph: It is alleged that despite repeated appeals upazila authorities remained indifferent to the matter. bbox=[829, 1896, 1021, 1938]
paragraph: Officer in-Charge of Kumarkhali Food Storage Godown has been arrested on charge of misappropriating foodgrains worth Taka three lakh ninety two thousand, it was learnt officially. bbox=[1034, 598, 1226, 668]
paragraph: The stipend was named after the late Prof. Karim who succeeded in developing biogas technology in Bangladesh. bbox=[236, 1469, 416, 1525]
divider bbox=[424, 1406, 1027, 1407]
paragraph: KISHOREGANJ, Mar 15: G.D. government college, the only government college in the district has been smarting under multifarious problems since long adversely affecting the students' academic curriculum. bbox=[1245, 1293, 1422, 1391]
paragraph: According to the official sources, nine posts of Assistant Fisheries Officers are lying vacant since long. bbox=[1435, 1747, 1612, 1789]
paragraph: Our Madaripur Correspondent adds: In observance of historic March 7, Madaripur Shanti Shangshad organised a meeting at the local Puran Bazar with Mr. A. Kalam in the chair. bbox=[1240, 554, 1422, 624]
paragraph: After examining the records and evidences, the judge awarded the punishment. bbox=[1034, 1799, 1226, 1840]
story-kushtia: KUSHTIA 4 arrested for kidnapping housewife From Our Correspondent March 15 : Kushtia police arrested four persons on charge of kidnapping a newly married girl Salina Khatoon (17) of village Airpara under Kushtia Sadar Upazila. It is reported that a group of people assembled in the house of Nurul Islam, exchairman, Goshaami Durgapur union parishad and kidnapped his niece at gun point. Kushtia Police rescued the kidnapped girl on March 5. A case has been filed in this regard. Scout's rally The three-day first scout rally of Meherpur Sadar upazila was held at the local government primary school recently. Mr. Sayedul Haque Bhuiya presided over the function. Mr. Mamtazur Rahman, D.C. and Mr. Anwar Hossain, S.P. were present as chief guest and special guest respectively. bbox=[40, 853, 222, 1317]
paragraph: On the day of election Altaf Hossain took Rahima to the polling centre at Mumurdia Union in Kishoregonj-2 Constituency and adequately briefed her about what she should do. Rahima did not tell Altaf about the political party she had liked. But Altaf managed to learn it later from Rahima. bbox=[1240, 338, 1617, 422]
paragraph: The government has fixed the price of rice at Taka 7.34 per kg in the ration shops while it is being sold between Taka 10 and 12 in open markets. bbox=[829, 1636, 1021, 1691]
paragraph: The Director General of BARD, Comilla Mr. Margub Murshed was the chief guest and the special guest was prof Abdul Wahab, Editor of Daily Rupashi Bangla. bbox=[40, 1989, 222, 2059]
story-comilla: COMILLA Meena Bazar From Our Correspondent March 15 : The annual Meena Bazar of Comilla Mahila Station Club has been started recently with 20 stalls. Mr Kazi Farid Ahmed inaugurated the Bazar. The Bazar will be continued for seven days. Among others, Comilla Diabetic Samity, Bangladesh Red Crescent Society, Comilla branch, Mahila Parishad, Shajoni and various cottage industries participated in the Meena Bazar. Seva AGM held The annual general meeting of Seva was held at Bejoypur high school premises recently. The Director General of BARD, Comilla Mr. Margub Murshed was the chief guest and the special guest was prof Abdul Wahab, Editor of Daily Rupashi Bangla. The inaugural session was addressed by Mr. Yasin, President Gramin Unnayn Samity bbox=[40, 1679, 222, 2106]
paragraph: It is alleged that the deep tubewells allocated for the welfare of the poor peasants are in possession of fake farmers who exploit the real farmers. bbox=[438, 2109, 623, 2165]
paragraph: Mr Hamidul Haque Mohon, President of the district branch presided over the reception meeting. He said that the victory of the BNP is the bbox=[1240, 1086, 1422, 1142]
paragraph: DINAJPUR, Mar 15: Thousands of Sugarcane growers gheraoed Joypurhat Sugar Mill authorities for immediate payment of their outstanding dues, reports UNB. bbox=[1034, 1930, 1226, 2000]
paragraph: absence of accommodation, transport and teachers the education of the students is being hampered greatly. bbox=[630, 1076, 819, 1117]
paragraph: of the district are facing manifold problems including scarcity of funds and fishing materials. bbox=[1435, 1293, 1612, 1334]
dateline: DHAKA SATURDAY MARCH 16, 1991 bbox=[40, 31, 307, 48]
paragraph: The incident occurred when the victim Ayub Hossain (15) was operating the machine in the night. He died on the spot. bbox=[236, 1071, 416, 1127]
paragraph: and Mr Salauddin Ahmed, Executive Director of Seva. bbox=[236, 138, 416, 166]
paragraph: victory of the commonmen and added that the party will do everythings necessaries for the welfare of the people. bbox=[1435, 554, 1617, 610]
paragraph: He was rushed to Kalkini Hospital where he succumbed to his injuries. bbox=[431, 1949, 620, 1977]
paragraph: March 15 : A boy was killed Wednesday when his shawl got wrapped with a running shallow tubewell machine at Kandi village of Pirgacha upazila, police here said, reports UNB. bbox=[236, 983, 416, 1067]
news-photo bbox=[431, 81, 1023, 916]
paragraph: A gold made ring was found in the liver of a Pangas fish here recently. bbox=[1435, 2084, 1612, 2112]
paragraph: The incident has caused strong resentment among the local people against Altaf. bbox=[1240, 427, 1617, 460]
divider bbox=[229, 135, 230, 2103]
paragraph: Other members of 11-member committee are Kazi Abu Sharif, ADC (General), Kh. Abul Bashar, UNO, Kushtia Sadar, Md. Habibur Rahman, District Education officer, Md. Matiar Rahman, District Controller of Food, Dr.Kudrat-e-Khoda Medical officer, Kushtia Police Hospital, Md. Alauddin Ahmed, District Relief and Rehabilitation Officer, Alhaz Mozaffar Rahman Life Member and Mrs. Asma Begum, Head Mistress, Chand Sultana Girl's High School. bbox=[1034, 392, 1226, 575]
paragraph: BSS from Tangail adds : Tangail district BNP accorded a reception to five of its MPs-elect from Tangail district on Thursday at Bindu Banishi School play ground. bbox=[1240, 1011, 1422, 1081]
paragraph: Classes are being held in the premises on "Mats" due to lack of sufficient classrooms. Very few students got seats in the hall. About 60 to 70 percent of the students are compelled to live in pitiable condition hiring flats, and in mess or lodging, spending huge amount of money. bbox=[630, 1122, 819, 1235]
property-col-3: dealers of Sadar, Kalkini, Rajoir and Shibchar upazilas in collusion with local food official are selling foodgrains in open markets earmarked for sale under PR system. The government has fixed the price of rice at Taka 7.34 per kg in the ration shops while it is being sold between Taka 10 and 12 in open markets. No public toilets in Kalkini Absence of public toilets in Kalkini upazila has been causing immense problems to the local people as well as visitors from other places of the district. With the turning of Kalkini into an upazila the area has become commercially important over the years. But adequate measures were not taken to provide public utility services which forced the visiting people polluting the environment and causing health hazards. It is alleged that despite repeated appeals upazila authorities remained indifferent to the matter. bbox=[829, 1561, 1021, 1938]
teacher-byline: From Our Correspondent bbox=[1357, 1275, 1500, 1289]
paragraph: The judgement was delivered by the District and Sessions Judge Abdul Hye recently. bbox=[1034, 1617, 1226, 1658]
paragraph: A case has been registered with Kumarkhali police station in this connection. bbox=[1034, 761, 1226, 803]
paragraph: Fazila Khatun 25, wife of Atiur Rahman of Dakhin Sreepur under Kaliganj Upazila, took poison owing to family feud on Saturday. bbox=[1034, 941, 1226, 997]
paragraph: It is reported that a group of people assembled in the house of Nurul Islam, exchairman, Goshaami Durgapur union parishad and kidnapped his niece at gun point. bbox=[40, 1043, 222, 1113]
section-title: National bbox=[795, 28, 904, 61]
divider bbox=[1027, 81, 1029, 1449]
property-byline: From Our Correspondent bbox=[676, 1541, 819, 1555]
paragraph: He left behind his wife, two minor some and three brothers. He was buried at Hazrat Sayed Shah Mustafa (R) Dargah Sharif premises in Maulvi Bazar town. bbox=[1435, 918, 1617, 988]
paragraph: Advocate Amiral Islam, Joint Secretary Bangladesh Muslim League (Yousuf) and Convenor, Kushtia district committee joined the BNP being imbued with the dynamic leadership of Begum Khaleda Zia. bbox=[1435, 1011, 1617, 1095]
paragraph: With the turning of Kalkini into an upazila the area has become commercially important over the years. bbox=[829, 1775, 1021, 1817]
paragraph: According to the report, the Sector Headquarter of Dinajpur Kuthibari 8,16, 11 and 23 battalions of the sector recovered different kinds of smuggled goods worth about Taka 2,33,85,256 last year. bbox=[1245, 2094, 1422, 2179]
paragraph: It is learnt that these owners also impose penalty on the peasants. bbox=[829, 2123, 1017, 2150]
masthead-rule-right bbox=[906, 38, 1364, 42]
divider bbox=[1233, 81, 1234, 1186]
paragraph: Supporters and workers of Jatiyatabadi Chhatra Dal on Friday brought out a procession to celebrate the victory of the Bangladesh Nationalist Party (BNP) in the election. bbox=[1240, 857, 1422, 941]
paragraph: About 2000 ponds in different parts of four upazilas of the district are lying derelict due to lack of proper maintenance and renovation. bbox=[630, 1583, 819, 1639]
islamic-university-headline: Islamic University faces multifarious problems bbox=[508, 955, 947, 1050]
paragraph: Absence of public toilets in Kalkini upazila has been causing immense problems to the local people as well as visitors from other places of the district. bbox=[829, 1714, 1021, 1770]
paragraph: A case has been lodged in this connection. bbox=[236, 903, 416, 931]
